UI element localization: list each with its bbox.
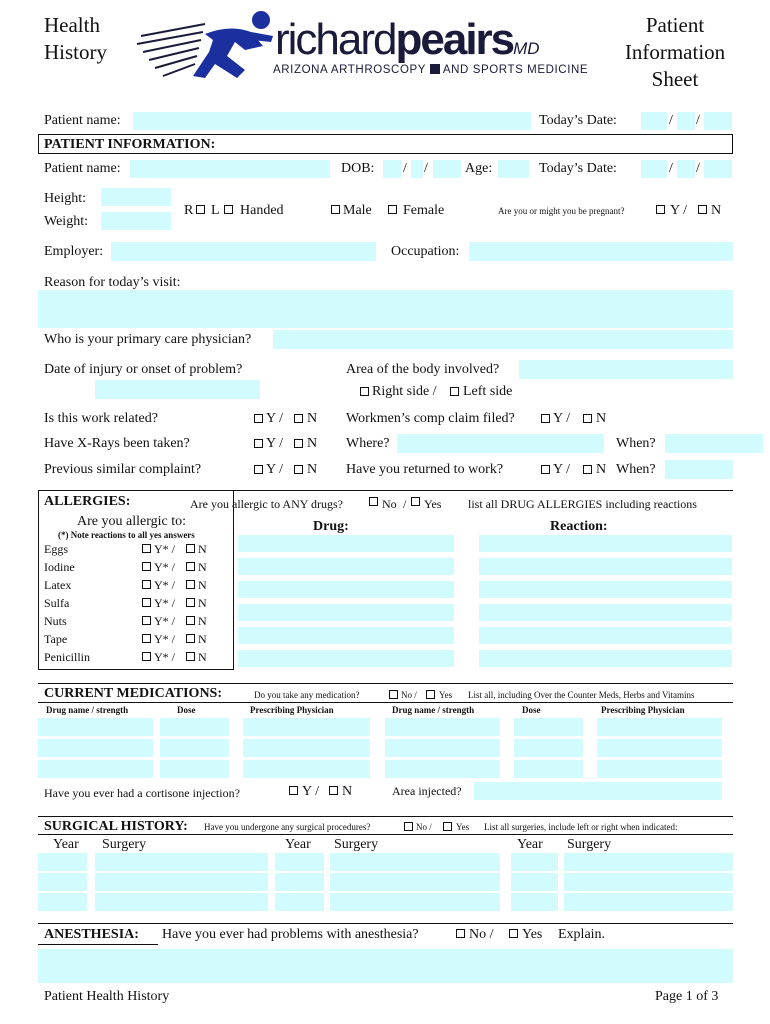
med-drug-field[interactable] [385,739,500,757]
surg-surgery-field[interactable] [564,853,733,871]
med-drug-field[interactable] [38,760,153,778]
cortisone-yes-checkbox[interactable] [289,786,298,795]
surg-year-field[interactable] [511,853,558,871]
xrays-where-field[interactable] [397,434,604,453]
surg-surgery-field[interactable] [330,893,500,911]
cortisone-yes-label: Y / [302,784,319,799]
similar-yes-label: Y / [266,462,283,477]
allergy-no-checkbox[interactable] [186,616,195,625]
allergy-note-label: (*) Note reactions to all yes answers [58,530,195,540]
med-physician-field[interactable] [597,739,722,757]
similar-no-checkbox[interactable] [294,465,303,474]
allergy-yes-checkbox[interactable] [142,652,151,661]
dob-year-field[interactable] [433,160,461,178]
left-hand-checkbox[interactable] [224,205,233,214]
xrays-where-label: Where? [346,436,390,451]
top-date-year-field[interactable] [704,112,732,130]
right-hand-label: R [184,203,194,218]
male-label: Male [343,203,372,218]
logo-tagline-block [430,64,440,74]
xrays-when-field[interactable] [665,434,763,453]
med-physician-field[interactable] [243,760,370,778]
allergy-no-label: N [198,578,207,592]
age-field[interactable] [498,160,529,178]
pregnant-yes-checkbox[interactable] [656,205,665,214]
surg-col-year-1: Year [53,837,79,852]
allergy-item-label: Tape [44,632,68,646]
similar-complaint-label: Previous similar complaint? [44,462,202,477]
work-related-no-checkbox[interactable] [294,414,303,423]
allergy-drug-field[interactable] [238,650,454,667]
pregnant-label: Are you or might you be pregnant? [498,206,625,216]
female-label: Female [403,203,445,218]
surgical-heading-underline [38,834,733,835]
header-right-line1: Patient [645,13,705,37]
xrays-no-label: N [307,436,318,451]
returned-no-label: N [596,462,607,477]
returned-yes-label: Y / [553,462,570,477]
any-drugs-no-checkbox[interactable] [369,497,378,506]
surg-col-year-2: Year [285,837,311,852]
work-related-label: Is this work related? [44,411,158,426]
anesthesia-explain-field[interactable] [38,949,733,983]
allergy-no-label: N [198,614,207,628]
height-label: Height: [44,191,86,206]
top-date-slash-2: / [696,113,700,128]
logo-tagline-a: ARIZONA ARTHROSCOPY [273,64,426,76]
allergy-reaction-field[interactable] [479,650,732,667]
surg-surgery-field[interactable] [95,873,268,891]
left-side-checkbox[interactable] [450,387,459,396]
surgical-top-rule [38,816,733,817]
pcp-label: Who is your primary care physician? [44,332,252,347]
allergy-drug-field[interactable] [238,535,454,552]
anesthesia-no-checkbox[interactable] [456,929,465,938]
take-medication-label: Do you take any medication? [254,690,360,700]
injury-date-field[interactable] [95,380,260,399]
surg-surgery-field[interactable] [564,893,733,911]
surg-col-surgery-2: Surgery [334,837,379,852]
work-related-yes-label: Y / [266,411,283,426]
take-medication-yes-label: Yes [439,690,453,700]
cortisone-label: Have you ever had a cortisone injection? [44,786,240,800]
allergy-reaction-field[interactable] [479,558,732,575]
allergy-yes-checkbox[interactable] [142,580,151,589]
logo-suffix: MD [513,39,540,58]
cortisone-no-checkbox[interactable] [329,786,338,795]
pcp-field[interactable] [273,330,733,349]
surg-col-surgery-1: Surgery [102,837,147,852]
top-date-month-field[interactable] [641,112,667,130]
weight-field[interactable] [101,212,171,230]
allergy-yes-checkbox[interactable] [142,634,151,643]
any-drugs-slash: / [403,497,407,511]
med-col-dose-left: Dose [177,705,196,715]
pi-date-slash-1: / [669,161,673,176]
med-physician-field[interactable] [597,718,722,736]
any-drugs-yes-label: Yes [424,497,442,511]
med-col-dose-right: Dose [522,705,541,715]
allergy-reaction-field[interactable] [479,604,732,621]
allergy-no-checkbox[interactable] [186,580,195,589]
allergy-item-label: Latex [44,578,72,592]
pi-date-month-field[interactable] [641,160,667,178]
dob-month-field[interactable] [383,160,401,178]
age-label: Age: [465,161,493,176]
allergy-yes-label: Y* / [154,596,175,610]
allergy-no-checkbox[interactable] [186,634,195,643]
top-date-day-field[interactable] [677,112,695,130]
med-physician-field[interactable] [243,718,370,736]
take-medication-no-checkbox[interactable] [389,690,398,699]
pregnant-yes-label: Y / [670,203,687,218]
med-dose-field[interactable] [514,739,583,757]
surg-surgery-field[interactable] [564,873,733,891]
surgical-yes-label: Yes [456,822,470,832]
any-drugs-label: Are you allergic to ANY drugs? [190,497,343,511]
pi-patient-name-field[interactable] [130,160,330,178]
top-patient-name-field[interactable] [133,112,531,130]
surg-year-field[interactable] [38,853,87,871]
body-area-field[interactable] [519,360,733,379]
med-col-physician-right: Prescribing Physician [601,705,685,715]
surg-surgery-field[interactable] [330,853,500,871]
any-drugs-no-label: No [382,497,397,511]
anesthesia-no-label: No / [469,927,494,942]
logo [135,6,595,86]
med-drug-field[interactable] [38,739,153,757]
xrays-when-label: When? [616,436,656,451]
logo-tagline [273,63,588,77]
pi-date-day-field[interactable] [677,160,695,178]
surg-surgery-field[interactable] [330,873,500,891]
reaction-column-header: Reaction: [550,519,608,534]
dob-day-field[interactable] [411,160,423,178]
surg-surgery-field[interactable] [95,853,268,871]
allergy-no-checkbox[interactable] [186,544,195,553]
patient-info-heading: PATIENT INFORMATION: [44,137,216,152]
allergy-yes-checkbox[interactable] [142,544,151,553]
take-medication-yes-checkbox[interactable] [426,690,435,699]
footer-left: Patient Health History [44,989,170,1004]
allergy-item-label: Penicillin [44,650,90,664]
similar-yes-checkbox[interactable] [254,465,263,474]
surg-year-field[interactable] [38,893,87,911]
anesthesia-explain-label: Explain. [558,927,606,942]
anesthesia-top-rule [38,923,733,924]
allergy-item-label: Iodine [44,560,75,574]
allergy-no-checkbox[interactable] [186,652,195,661]
right-side-label: Right side / [372,384,437,399]
reason-field[interactable] [38,290,733,328]
surg-year-field[interactable] [511,873,558,891]
pi-patient-name-label: Patient name: [44,161,121,176]
allergy-no-label: N [198,650,207,664]
med-dose-field[interactable] [160,718,229,736]
med-dose-field[interactable] [514,718,583,736]
injury-date-label: Date of injury or onset of problem? [44,362,243,377]
med-dose-field[interactable] [160,739,229,757]
allergy-yes-label: Y* / [154,578,175,592]
allergy-yes-checkbox[interactable] [142,562,151,571]
allergy-drug-field[interactable] [238,604,454,621]
pregnant-no-label: N [711,203,722,218]
medications-heading-underline [38,702,733,703]
occupation-field[interactable] [469,242,733,261]
work-related-yes-checkbox[interactable] [254,414,263,423]
allergy-yes-checkbox[interactable] [142,598,151,607]
allergy-no-label: N [198,596,207,610]
allergy-yes-label: Y* / [154,542,175,556]
surg-year-field[interactable] [275,873,324,891]
logo-tagline-b: AND SPORTS MEDICINE [442,64,589,76]
comp-claim-no-label: N [596,411,607,426]
allergy-yes-label: Y* / [154,632,175,646]
surg-col-surgery-3: Surgery [567,837,612,852]
med-physician-field[interactable] [597,760,722,778]
medications-list-label: List all, including Over the Counter Meds, Herbs and Vitamins [468,690,695,700]
med-col-drug-right: Drug name / strength [392,705,475,715]
dob-label: DOB: [341,161,375,176]
med-col-drug-left: Drug name / strength [46,705,129,715]
any-drugs-yes-checkbox[interactable] [411,497,420,506]
area-injected-label: Area injected? [392,784,462,798]
footer-page-number: Page 1 of 3 [655,989,719,1004]
body-area-label: Area of the body involved? [346,362,500,377]
allergy-no-label: N [198,632,207,646]
medications-heading: CURRENT MEDICATIONS: [44,686,223,701]
returned-work-label: Have you returned to work? [346,462,504,477]
pregnant-no-checkbox[interactable] [698,205,707,214]
xrays-yes-checkbox[interactable] [254,439,263,448]
med-drug-field[interactable] [38,718,153,736]
header-right-line2: Information [624,40,726,64]
med-dose-field[interactable] [514,760,583,778]
allergy-item-label: Eggs [44,542,68,556]
anesthesia-yes-label: Yes [522,927,543,942]
allergy-yes-label: Y* / [154,614,175,628]
pi-date-slash-2: / [696,161,700,176]
med-physician-field[interactable] [243,739,370,757]
surgical-no-checkbox[interactable] [404,822,413,831]
employer-label: Employer: [44,244,104,259]
male-checkbox[interactable] [331,205,340,214]
logo-name-bold: peairs [395,15,514,64]
xrays-label: Have X-Rays been taken? [44,436,190,451]
work-related-no-label: N [307,411,318,426]
returned-when-field[interactable] [665,460,733,479]
dob-slash-2: / [424,161,428,176]
xrays-no-checkbox[interactable] [294,439,303,448]
allergy-item-label: Sulfa [44,596,70,610]
similar-no-label: N [307,462,318,477]
allergy-no-checkbox[interactable] [186,598,195,607]
med-drug-field[interactable] [385,760,500,778]
returned-when-label: When? [616,462,656,477]
allergy-drug-field[interactable] [238,581,454,598]
pi-date-year-field[interactable] [704,160,732,178]
surgical-undergone-label: Have you undergone any surgical procedures? [204,822,371,832]
dob-slash-1: / [403,161,407,176]
logo-name-light: richard [275,15,396,64]
surg-year-field[interactable] [38,873,87,891]
surgical-heading: SURGICAL HISTORY: [44,819,188,834]
handed-label: Handed [240,203,284,218]
surg-year-field[interactable] [275,853,324,871]
allergy-drug-field[interactable] [238,558,454,575]
allergy-yes-label: Y* / [154,560,175,574]
header-left-line1: Health [44,13,100,37]
allergy-reaction-field[interactable] [479,535,732,552]
top-date-slash-1: / [669,113,673,128]
surgical-yes-checkbox[interactable] [443,822,452,831]
surg-year-field[interactable] [275,893,324,911]
header-left-title [44,12,107,66]
header-right-line3: Sheet [651,67,699,91]
surg-col-year-3: Year [517,837,543,852]
top-patient-name-label: Patient name: [44,113,121,128]
anesthesia-heading-underline [38,944,158,945]
reason-label: Reason for today’s visit: [44,275,181,290]
allergy-no-label: N [198,542,207,556]
allergy-no-checkbox[interactable] [186,562,195,571]
area-injected-field[interactable] [474,782,722,800]
occupation-label: Occupation: [391,244,460,259]
surg-surgery-field[interactable] [95,893,268,911]
allergy-reaction-field[interactable] [479,627,732,644]
drug-allergies-list-label: list all DRUG ALLERGIES including reactions [468,497,697,511]
height-field[interactable] [101,188,171,206]
allergy-item-label: Nuts [44,614,67,628]
right-side-checkbox[interactable] [360,387,369,396]
medications-top-rule [38,683,733,684]
anesthesia-yes-checkbox[interactable] [509,929,518,938]
employer-field[interactable] [111,242,376,261]
allergy-yes-checkbox[interactable] [142,616,151,625]
med-drug-field[interactable] [385,718,500,736]
returned-no-checkbox[interactable] [583,465,592,474]
left-hand-label: L [211,203,220,218]
med-col-physician-left: Prescribing Physician [250,705,334,715]
allergy-no-label: N [198,560,207,574]
cortisone-no-label: N [342,784,353,799]
header-left-line2: History [44,40,107,64]
allergy-reaction-field[interactable] [479,581,732,598]
take-medication-no-label: No / [401,690,417,700]
allergy-drug-field[interactable] [238,627,454,644]
allergic-to-label: Are you allergic to: [77,514,186,529]
right-hand-checkbox[interactable] [196,205,205,214]
allergies-heading: ALLERGIES: [44,494,131,509]
surgical-list-label: List all surgeries, include left or right when indicated: [484,822,678,832]
comp-claim-label: Workmen’s comp claim filed? [346,411,515,426]
xrays-yes-label: Y / [266,436,283,451]
weight-label: Weight: [44,214,88,229]
comp-claim-yes-label: Y / [553,411,570,426]
female-checkbox[interactable] [388,205,397,214]
header [0,0,770,100]
comp-claim-yes-checkbox[interactable] [541,414,550,423]
header-right-title [610,12,740,93]
allergy-yes-label: Y* / [154,650,175,664]
left-side-label: Left side [463,384,513,399]
pi-todays-date-label: Today’s Date: [539,161,617,176]
med-dose-field[interactable] [160,760,229,778]
anesthesia-heading: ANESTHESIA: [44,927,139,942]
comp-claim-no-checkbox[interactable] [583,414,592,423]
runner-logo-icon [135,6,285,84]
top-todays-date-label: Today’s Date: [539,113,617,128]
returned-yes-checkbox[interactable] [541,465,550,474]
drug-column-header: Drug: [313,519,349,534]
anesthesia-question: Have you ever had problems with anesthesia? [162,927,419,942]
surgical-no-label: No / [416,822,432,832]
surg-year-field[interactable] [511,893,558,911]
